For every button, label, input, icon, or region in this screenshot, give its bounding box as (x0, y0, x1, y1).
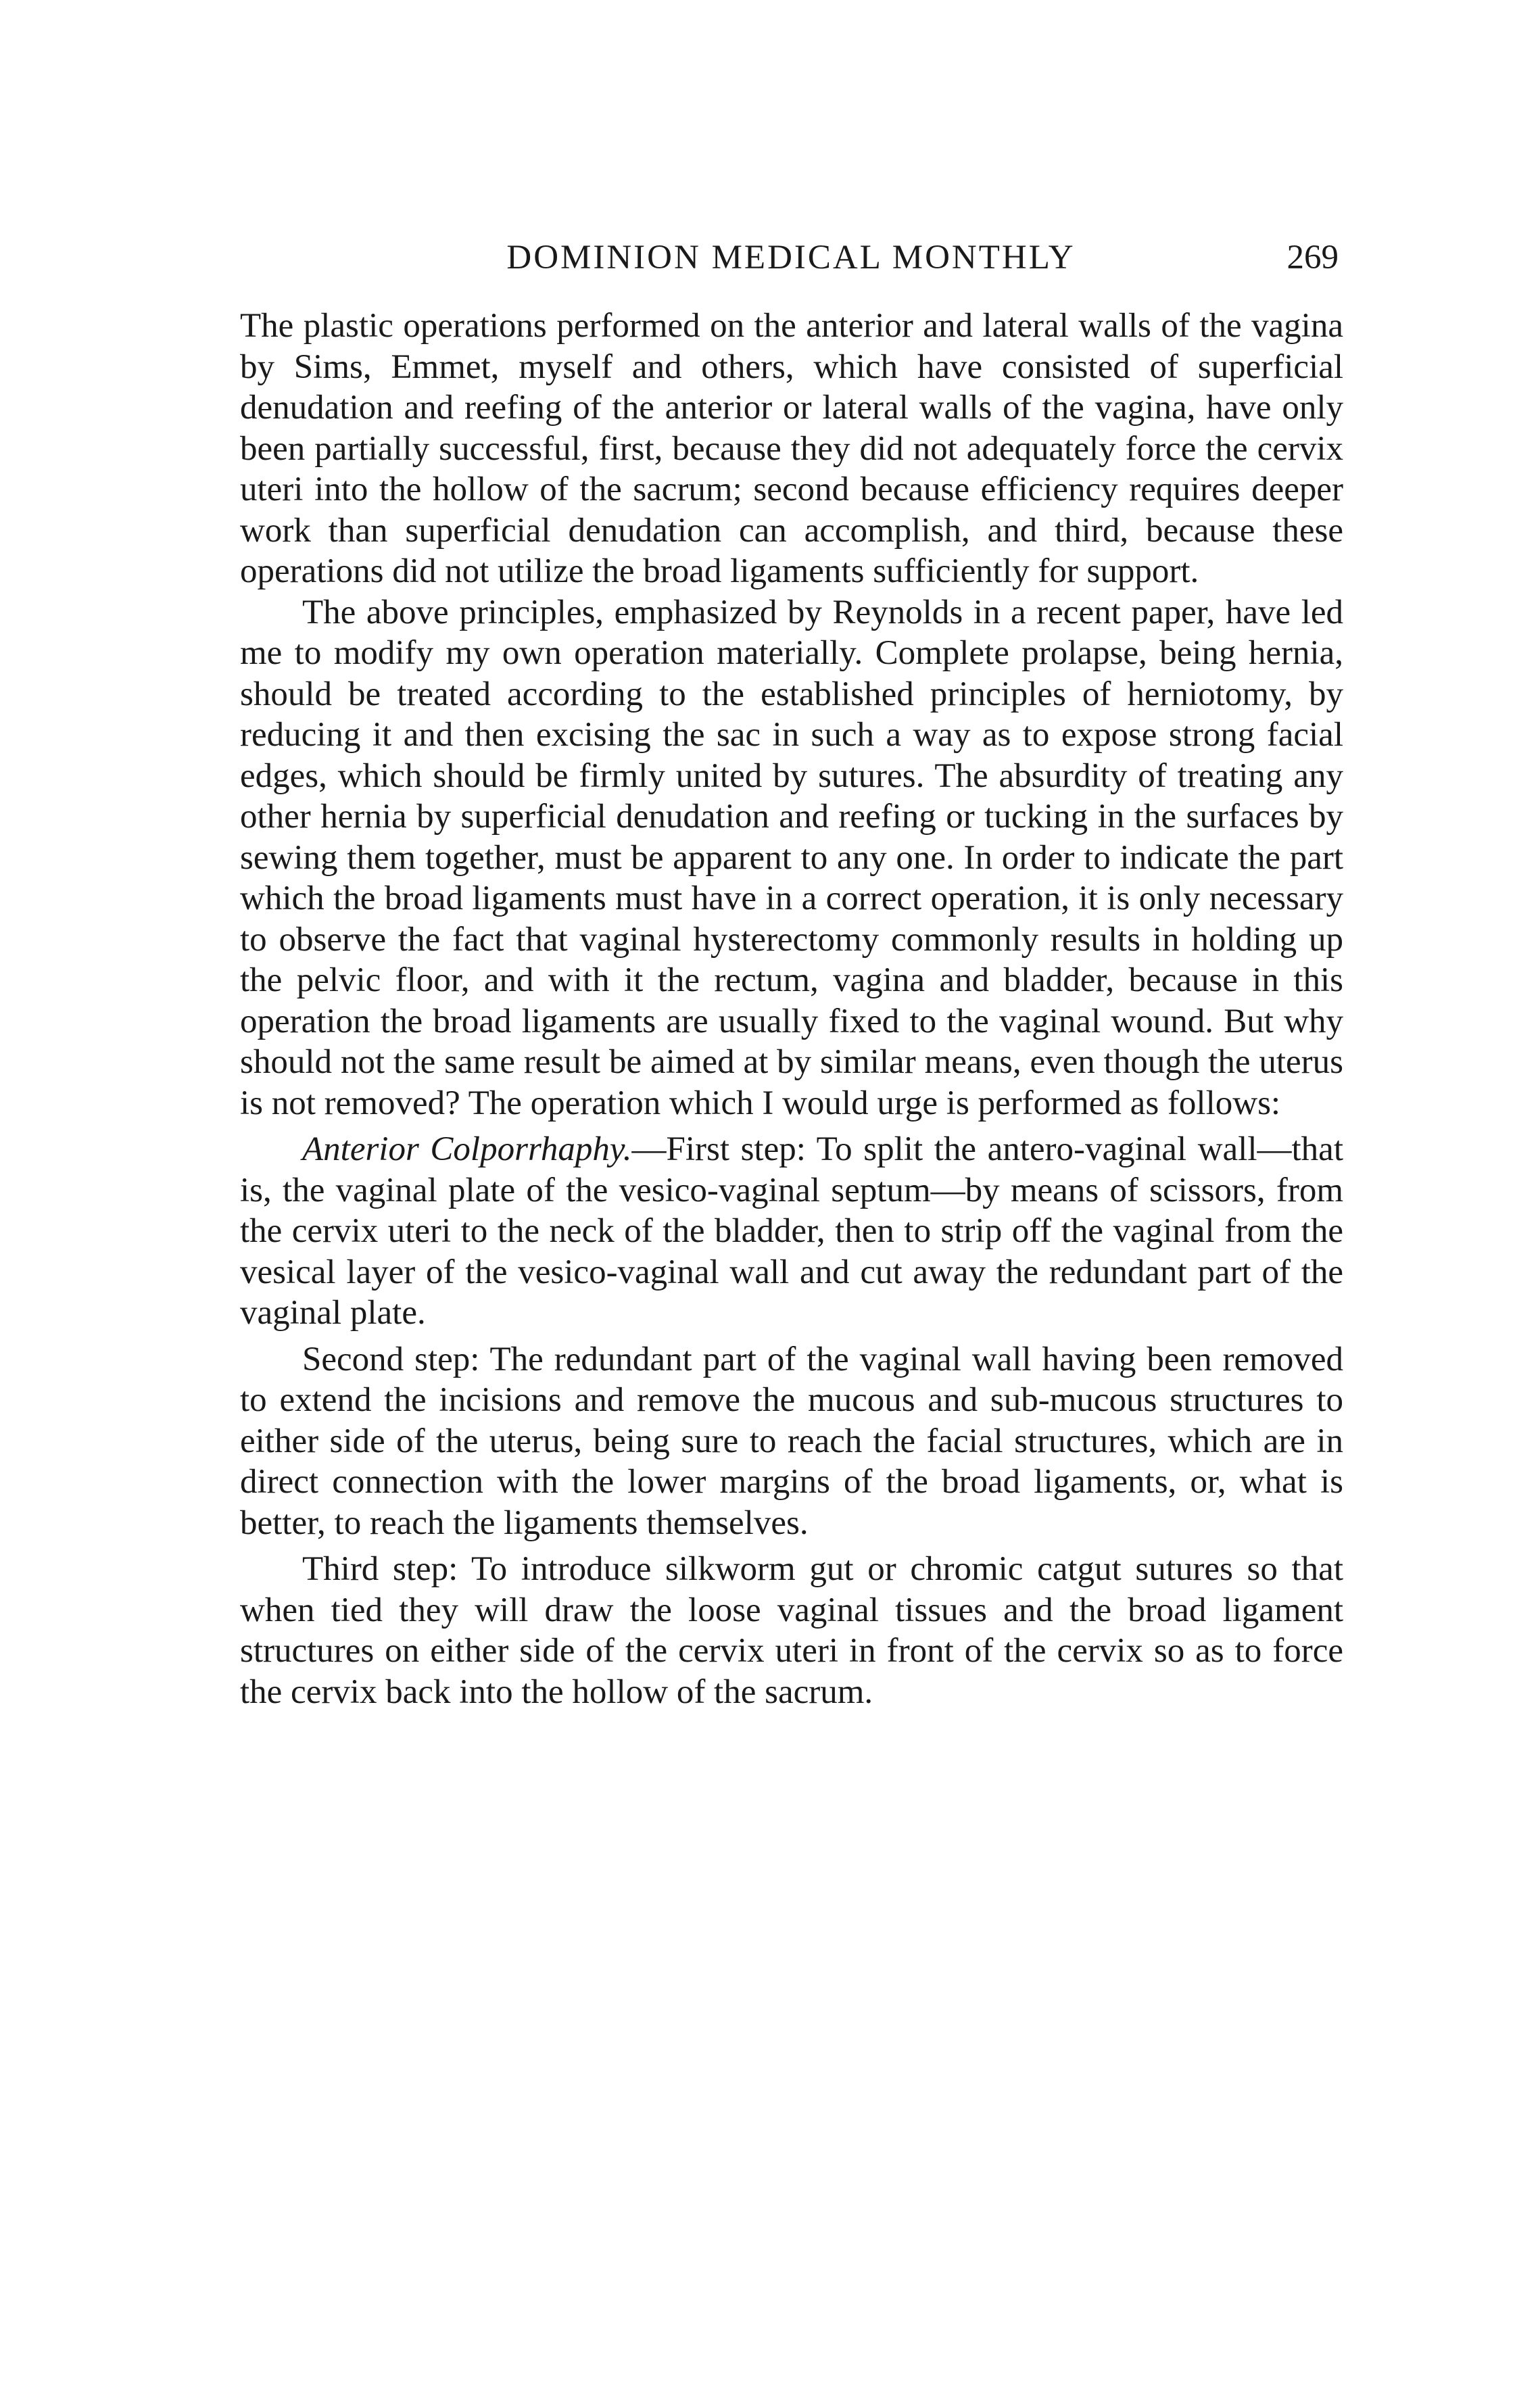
running-title: DOMINION MEDICAL MONTHLY (506, 239, 1076, 276)
paragraph-anterior-colporrhaphy (240, 1129, 1343, 1334)
running-head (243, 238, 1339, 292)
section-heading-anterior-colporrhaphy: Anterior Colporrhaphy. (302, 1130, 632, 1168)
paragraph-third-step: Third step: To introduce silkworm gut or chromic catgut sutures so that when tied they will draw the loose vaginal tissues and the broad ligament structures on either side of the cervix uteri in front of the cervix so as to force the cervix back into the hollow of the sacrum. (240, 1550, 1343, 1711)
first-step-text: —First step: To split the antero-vaginal wall—that is, the vaginal plate of the vesico-vaginal septum—by means of scissors, from the cervix uteri to the neck of the bladder, then to strip off the vaginal from the vesical layer of the vesico-vaginal wall and cut away the redundant part of the vaginal plate. (240, 1130, 1343, 1332)
paragraph-plastic-operations: The plastic operations performed on the anterior and lateral walls of the vagina by Sims, Emmet, myself and others, which have consisted of superficial denudation and reefing of the anterior or lateral walls of the vagina, have only been partially successful, first, because they did not adequately force the cervix uteri into the hollow of the sacrum; second because efficiency requires deeper work than superficial denudation can accomplish, and third, because these operations did not utilize the broad ligaments sufficiently for support. (240, 307, 1343, 590)
paragraph-principles: The above principles, emphasized by Reynolds in a recent paper, have led me to modify my own operation materially. Complete prolapse, being hernia, should be treated according to the established principles of herniotomy, by reducing it and then excising the sac in such a way as to expose strong facial edges, which should be firmly united by sutures. The absurdity of treating any other hernia by superficial denudation and reefing or tucking in the surfaces by sewing them together, must be apparent to any one. In order to indicate the part which the broad ligaments must have in a correct operation, it is only necessary to observe the fact that vaginal hysterectomy commonly results in holding up the pelvic floor, and with it the rectum, vagina and bladder, because in this operation the broad ligaments are usually fixed to the vaginal wound. But why should not the same result be aimed at by similar means, even though the uterus is not removed? The operation which I would urge is performed as follows: (240, 593, 1343, 1122)
page-number: 269 (1286, 239, 1339, 276)
body-text (240, 306, 1343, 1712)
paragraph-second-step: Second step: The redundant part of the vaginal wall having been removed to extend the incisions and remove the mucous and sub-mucous structures to either side of the uterus, being sure to reach the facial structures, which are in direct connection with the lower margins of the broad ligaments, or, what is better, to reach the ligaments themselves. (240, 1340, 1343, 1542)
